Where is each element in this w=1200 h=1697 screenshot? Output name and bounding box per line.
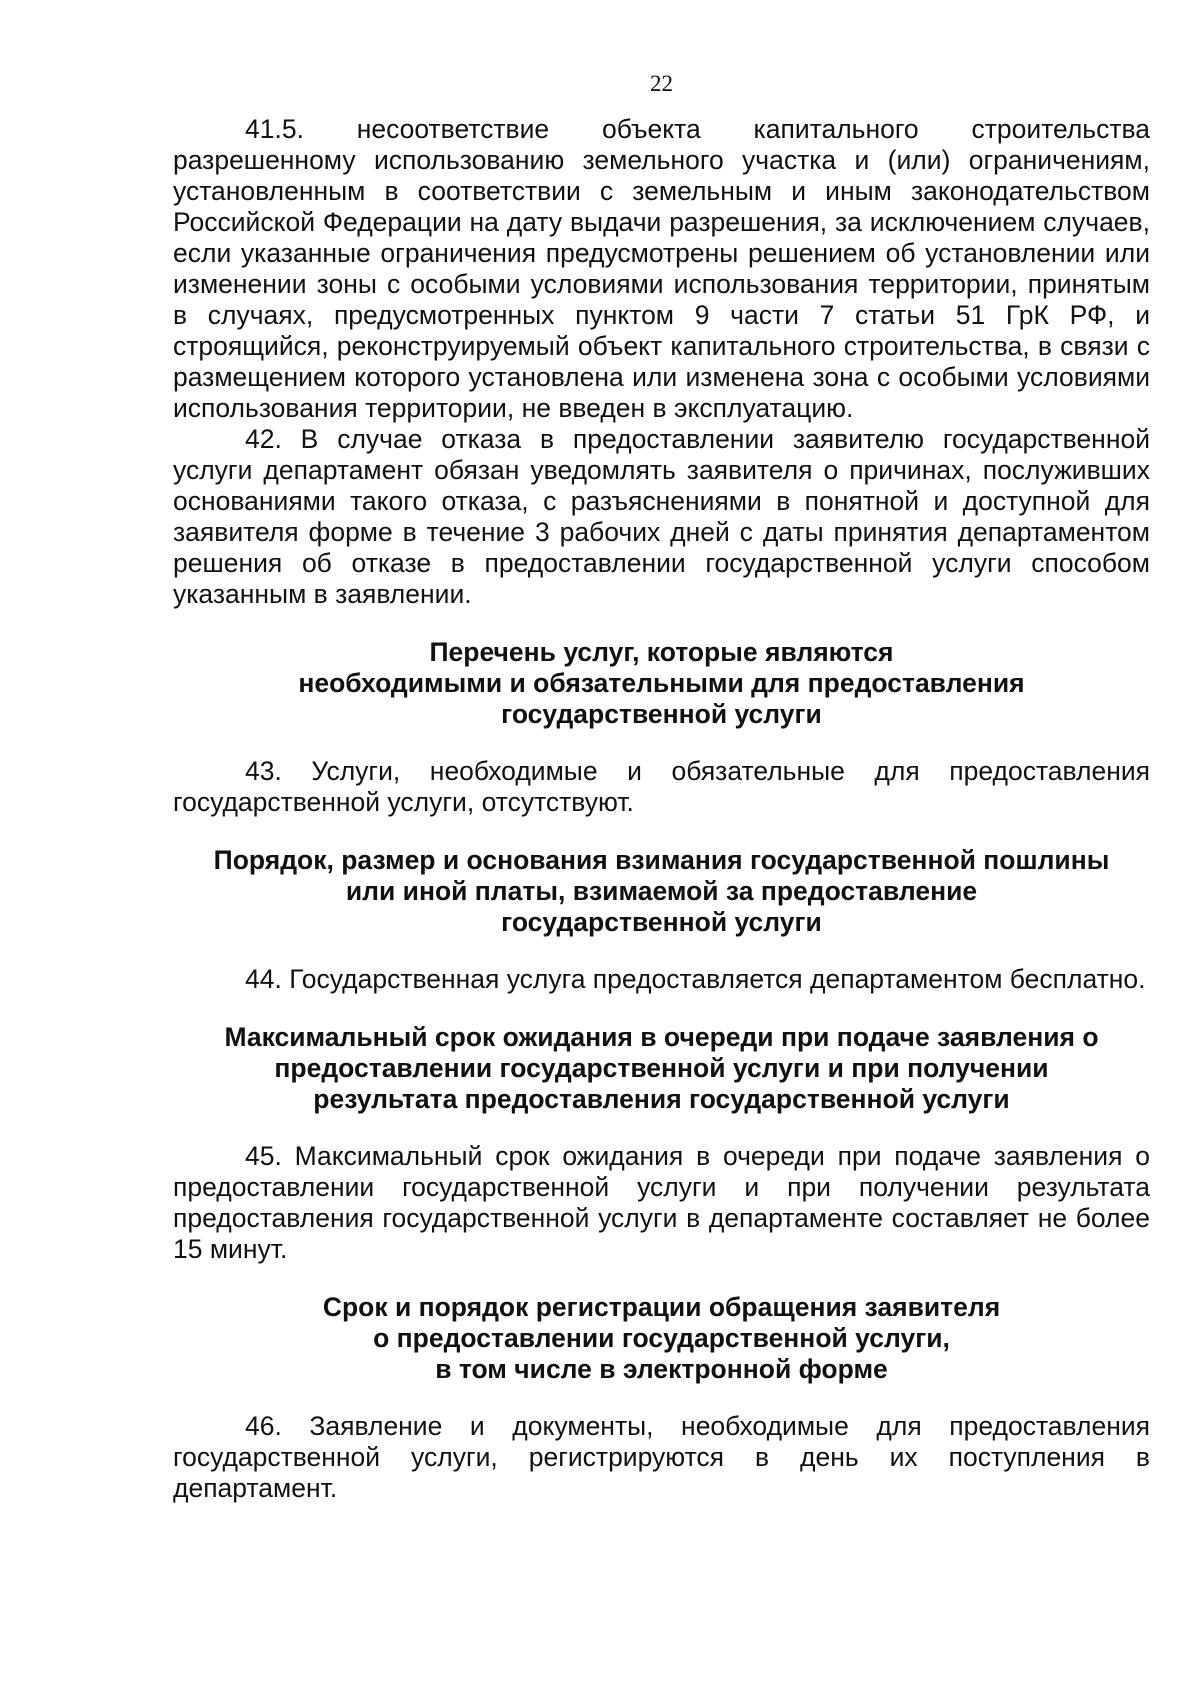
heading-line: Срок и порядок регистрации обращения заявителя (322, 1292, 1001, 1322)
heading-line: Перечень услуг, которые являются (429, 637, 894, 667)
section-heading-required-services (173, 637, 1150, 730)
heading-line: государственной услуги (501, 699, 822, 729)
heading-line: Максимальный срок ожидания в очереди при подаче заявления о (224, 1022, 1099, 1052)
heading-line: необходимыми и обязательными для предоставления (298, 668, 1025, 698)
heading-line: государственной услуги (501, 907, 822, 937)
section-heading-state-fee (173, 845, 1150, 938)
heading-line: предоставлении государственной услуги и при получении (274, 1053, 1049, 1083)
paragraph-43: 43. Услуги, необходимые и обязательные для предоставления государственной услуги, отсутствуют. (173, 756, 1150, 817)
document-body (173, 114, 1150, 1504)
section-heading-waiting-time (173, 1022, 1150, 1115)
heading-line: Порядок, размер и основания взимания государственной пошлины (213, 845, 1110, 875)
page-number: 22 (650, 71, 673, 96)
paragraph-42: 42. В случае отказа в предоставлении заявителю государственной услуги департамент обязан уведомлять заявителя о причинах, послуживших основаниями такого отказа, с разъяснениями в понятной и доступной для заявителя форме в течение 3 рабочих дней с даты принятия департаментом решения об отказе в предоставлении государственной услуги способом указанным в заявлении. (173, 424, 1150, 609)
paragraph-44: 44. Государственная услуга предоставляется департаментом бесплатно. (245, 964, 1146, 994)
heading-line: результата предоставления государственной услуги (313, 1084, 1010, 1114)
section-heading-registration (173, 1292, 1150, 1385)
paragraph-41-5: 41.5. несоответствие объекта капитального строительства разрешенному использованию земельного участка и (или) ограничениям, установленным в соответствии с земельным и иным законодательством Российской Федерации на дату выдачи разрешения, за исключением случаев, если указанные ограничения предусмотрены решением об установлении или изменении зоны с особыми условиями использования территории, принятым в случаях, предусмотренных пунктом 9 части 7 статьи 51 ГрК РФ, и строящийся, реконструируемый объект капитального строительства, в связи с размещением которого установлена или изменена зона с особыми условиями использования территории, не введен в эксплуатацию. (173, 114, 1150, 423)
heading-line: о предоставлении государственной услуги, (373, 1323, 950, 1353)
paragraph-45: 45. Максимальный срок ожидания в очереди при подаче заявления о предоставлении государственной услуги и при получении результата предоставления государственной услуги в департаменте составляет не более 15 минут. (173, 1141, 1150, 1264)
heading-line: или иной платы, взимаемой за предоставление (345, 876, 978, 906)
paragraph-46: 46. Заявление и документы, необходимые для предоставления государственной услуги, регистрируются в день их поступления в департамент. (173, 1411, 1150, 1503)
heading-line: в том числе в электронной форме (435, 1354, 888, 1384)
